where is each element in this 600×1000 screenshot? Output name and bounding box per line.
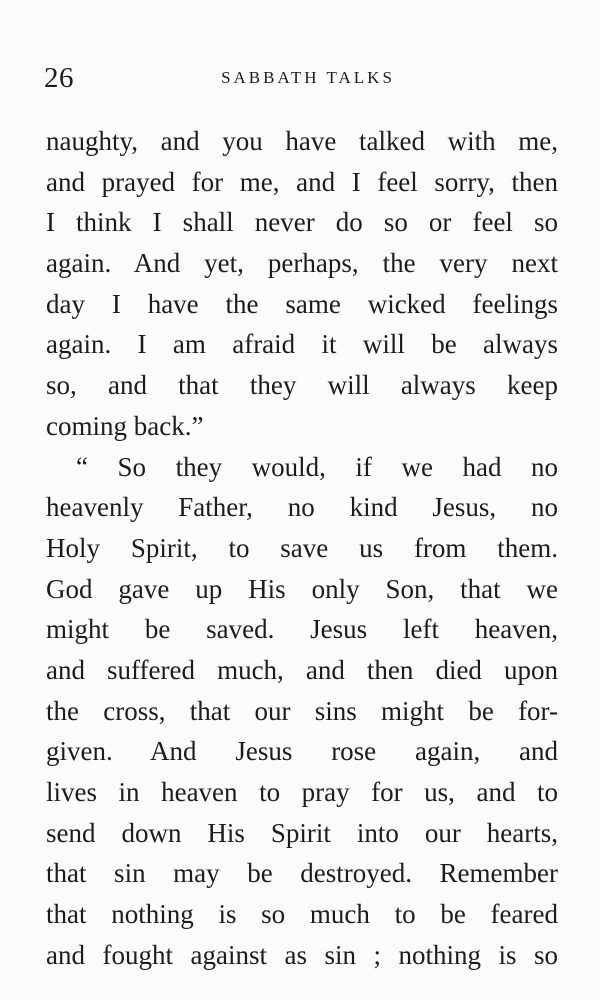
text-line: that nothing is so much to be feared: [46, 899, 558, 930]
text-line: send down His Spirit into our hearts,: [46, 817, 558, 848]
text-line: might be saved. Jesus left heaven,: [46, 614, 558, 645]
paragraph-end-line: coming back.”: [46, 410, 204, 441]
text-line: I think I shall never do so or feel so: [46, 207, 558, 238]
text-line: again. I am afraid it will be always: [46, 329, 558, 360]
text-line: God gave up His only Son, that we: [46, 573, 558, 604]
text-line: and fought against as sin ; nothing is so: [46, 939, 558, 970]
text-line: given. And Jesus rose again, and: [46, 736, 558, 767]
text-line: Holy Spirit, to save us from them.: [46, 532, 558, 563]
running-head-text: SABBATH TALKS: [221, 68, 395, 87]
text-line: heavenly Father, no kind Jesus, no: [46, 492, 558, 523]
running-head: [44, 62, 556, 94]
paragraph-start-line: “ So they would, if we had no: [76, 451, 558, 482]
text-line: again. And yet, perhaps, the very next: [46, 248, 558, 279]
text-line: so, and that they will always keep: [46, 370, 558, 401]
text-line: that sin may be destroyed. Remember: [46, 858, 558, 889]
body-text: [46, 121, 558, 975]
text-line: naughty, and you have talked with me,: [46, 126, 558, 156]
text-line: and suffered much, and then died upon: [46, 654, 558, 685]
page-number: 26: [44, 62, 74, 94]
text-line: lives in heaven to pray for us, and to: [46, 777, 558, 807]
page-header: [44, 60, 556, 96]
text-line: and prayed for me, and I feel sorry, then: [46, 166, 558, 197]
text-line: day I have the same wicked feelings: [46, 288, 558, 319]
text-line: the cross, that our sins might be for-: [46, 695, 558, 726]
